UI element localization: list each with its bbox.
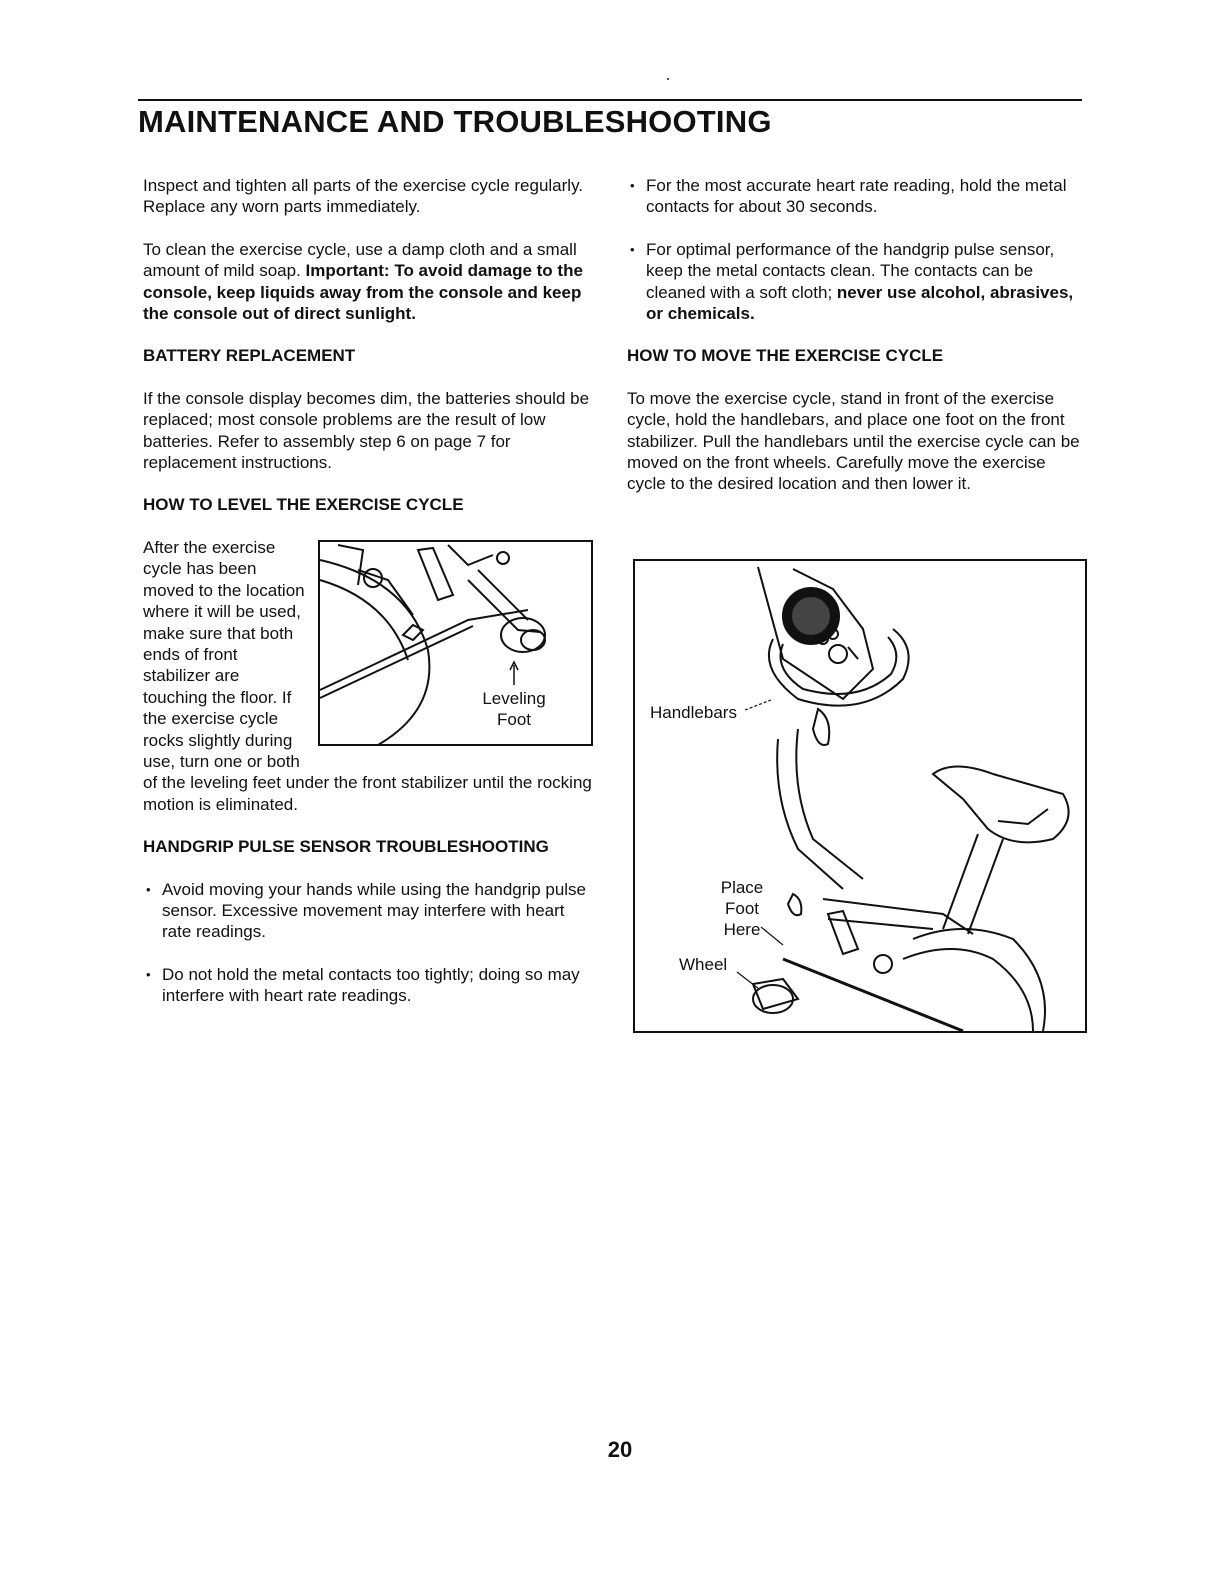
bike-figure bbox=[633, 559, 1087, 1033]
page-number: 20 bbox=[607, 1437, 633, 1462]
bullet-keep-clean bbox=[627, 239, 1087, 325]
cleaning-text: To clean the exercise cycle, use a damp cloth and a small amount of mild soap. bbox=[143, 239, 577, 281]
page-title: MAINTENANCE AND TROUBLESHOOTING bbox=[138, 104, 772, 139]
battery-paragraph: If the console display becomes dim, the batteries should be replaced; most console problems are the result of low batteries. Refer to assembly step 6 on page 7 for replacement instructions. bbox=[143, 388, 590, 473]
cleaning-important: Important: To avoid damage to the console, keep liquids away from the console and keep the console out of direct sunlight. bbox=[143, 261, 583, 324]
move-paragraph: To move the exercise cycle, stand in front of the exercise cycle, hold the handlebars, and place one foot on the front stabilizer. Pull the handlebars until the exercise cycle can be moved on the front wheels. Carefully move the exercise cycle to the desired location and then lower it. bbox=[627, 388, 1080, 494]
level-paragraph: After the exercise cycle has been moved to the location where it will be used, make sure that both ends of front stabilizer are touching the floor. If the exercise cycle rocks slightly during use, turn one or both of the leveling feet under the front stabilizer until the rocking motion is eliminated. bbox=[143, 537, 592, 814]
level-heading: HOW TO LEVEL THE EXERCISE CYCLE bbox=[143, 495, 464, 515]
bullet-accurate-reading: • For the most accurate heart rate reading, hold the metal contacts for about 30 seconds. bbox=[627, 175, 1087, 218]
bullet-keep-clean-text: For optimal performance of the handgrip pulse sensor, keep the metal contacts clean. The contacts can be cleaned with a soft cloth; bbox=[646, 239, 1055, 302]
cleaning-paragraph bbox=[143, 239, 593, 325]
leveling-label-line2: Foot bbox=[496, 709, 532, 729]
leveling-label-line1: Leveling bbox=[482, 688, 546, 708]
bullet-not-tightly: • Do not hold the metal contacts too tightly; doing so may interfere with heart rate readings. bbox=[143, 964, 593, 1007]
handlebars-label: Handlebars bbox=[650, 703, 737, 722]
battery-heading: BATTERY REPLACEMENT bbox=[143, 346, 356, 366]
intro-paragraph: Inspect and tighten all parts of the exercise cycle regularly. Replace any worn parts immediately. bbox=[143, 176, 584, 217]
move-heading: HOW TO MOVE THE EXERCISE CYCLE bbox=[627, 346, 944, 366]
bullet-keep-clean-bold: never use alcohol, abrasives, or chemicals. bbox=[646, 282, 1074, 324]
title-rule bbox=[138, 99, 1082, 101]
wheel-label: Wheel bbox=[679, 955, 728, 974]
bullet-avoid-moving: • Avoid moving your hands while using the handgrip pulse sensor. Excessive movement may interfere with heart rate readings. bbox=[143, 879, 593, 943]
foot-label: Foot bbox=[724, 899, 760, 918]
leveling-foot-figure bbox=[318, 540, 593, 746]
right-column bbox=[627, 175, 1087, 516]
place-label: Place bbox=[720, 878, 764, 897]
left-column bbox=[143, 175, 593, 1028]
handgrip-heading: HANDGRIP PULSE SENSOR TROUBLESHOOTING bbox=[143, 837, 549, 857]
print-speck bbox=[667, 78, 669, 80]
here-label: Here bbox=[723, 920, 761, 939]
